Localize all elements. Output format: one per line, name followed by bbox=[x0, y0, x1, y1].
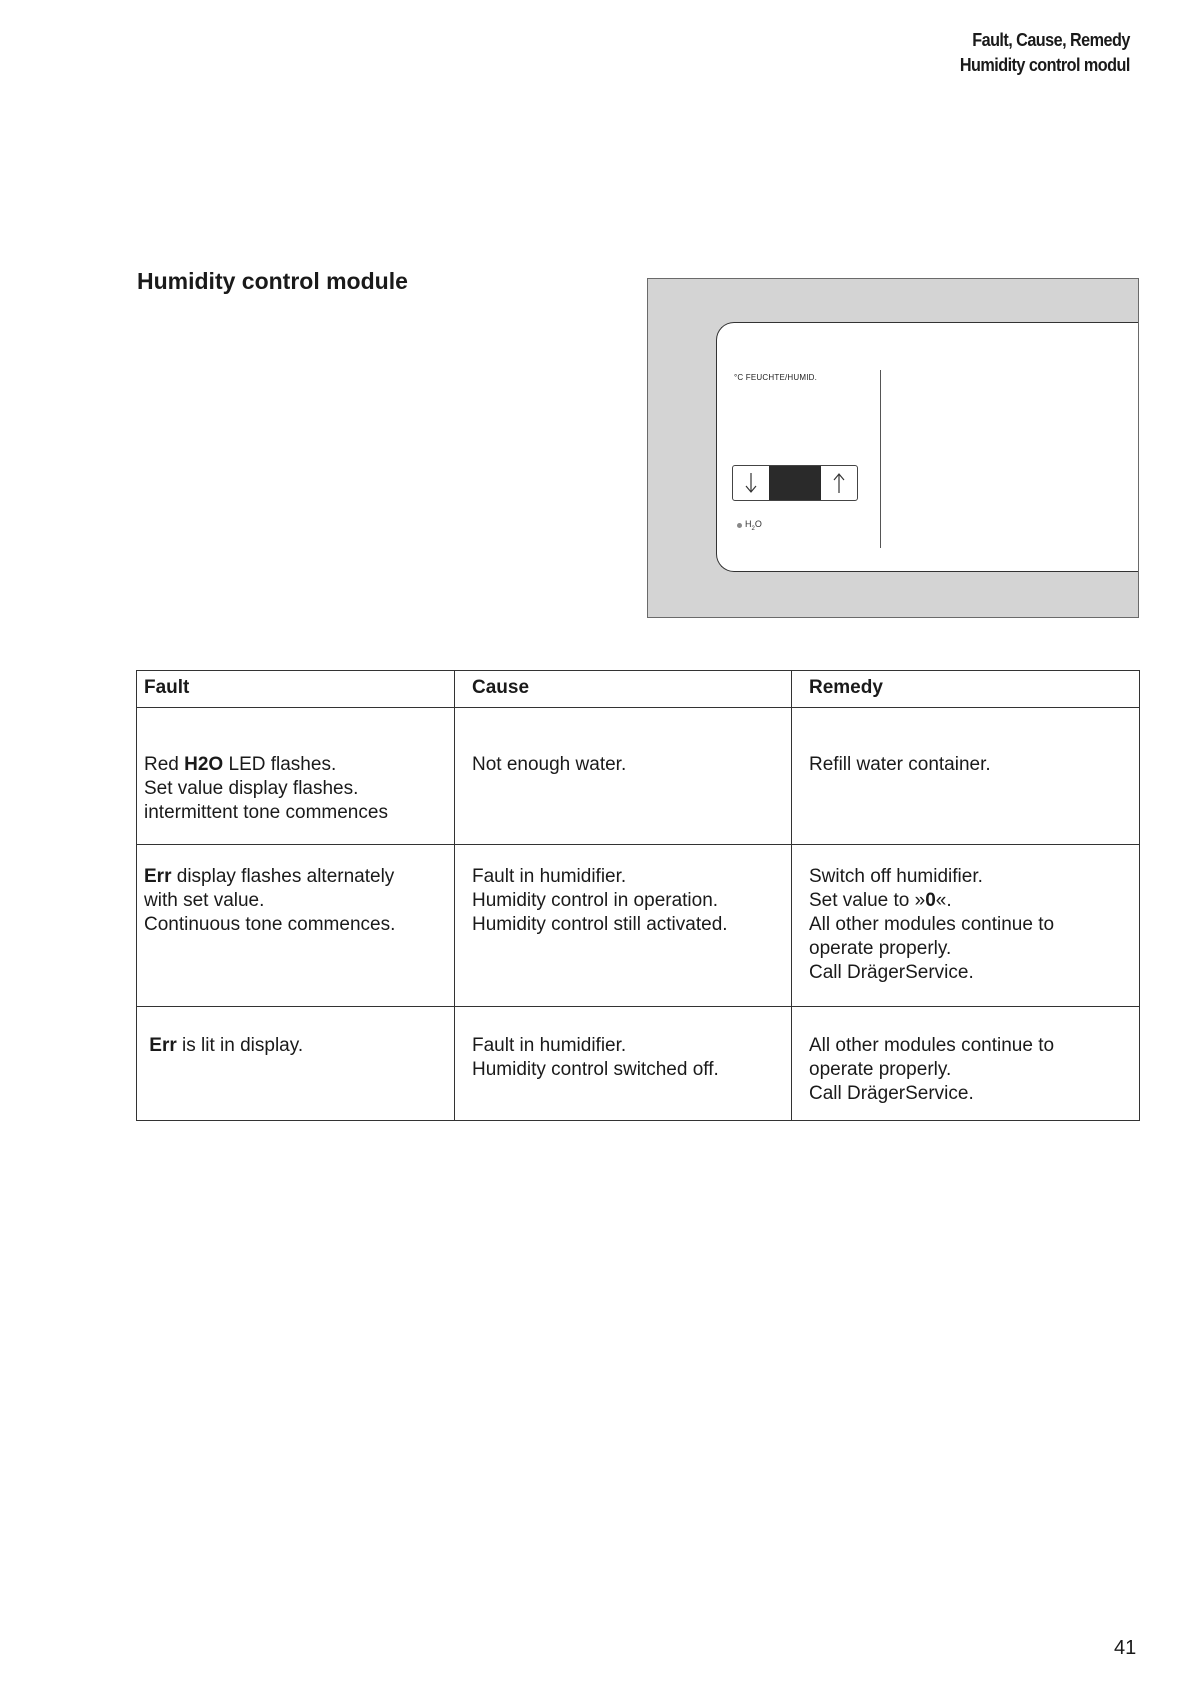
module-illustration bbox=[647, 278, 1139, 618]
fault-cell-line: Set value display flashes. bbox=[144, 778, 359, 799]
running-header-line2: Humidity control modul bbox=[960, 55, 1130, 75]
cause-cell bbox=[455, 845, 792, 1007]
header-cause: Cause bbox=[455, 671, 792, 708]
fault-cell bbox=[137, 1007, 455, 1121]
humidity-module-face bbox=[716, 322, 1139, 572]
remedy-cell-line: Call DrägerService. bbox=[809, 962, 974, 983]
fault-cell-line: Err is lit in display. bbox=[149, 1035, 304, 1056]
remedy-cell-line: Refill water container. bbox=[809, 754, 991, 775]
remedy-cell bbox=[792, 708, 1140, 845]
arrow-up-icon bbox=[832, 471, 846, 495]
module-divider bbox=[880, 370, 881, 548]
fault-cause-remedy-table bbox=[136, 670, 1140, 1121]
fault-cell bbox=[137, 708, 455, 845]
fault-cell bbox=[137, 845, 455, 1007]
page-number: 41 bbox=[1114, 1637, 1137, 1659]
table-row bbox=[137, 708, 1140, 845]
h2o-led-row bbox=[737, 519, 762, 532]
table-row bbox=[137, 845, 1140, 1007]
down-key bbox=[733, 466, 769, 500]
up-key bbox=[821, 466, 857, 500]
cause-cell-line: Humidity control still activated. bbox=[472, 914, 728, 935]
cause-cell-line: Humidity control in operation. bbox=[472, 890, 719, 911]
fault-cell-line: Red H2O LED flashes. bbox=[144, 754, 337, 775]
arrow-down-icon bbox=[744, 471, 758, 495]
running-header-line1: Fault, Cause, Remedy bbox=[972, 30, 1130, 50]
cause-cell-line: Fault in humidifier. bbox=[472, 866, 627, 887]
fault-cell-line: with set value. bbox=[144, 890, 265, 911]
header-remedy: Remedy bbox=[792, 671, 1140, 708]
remedy-cell bbox=[792, 845, 1140, 1007]
table-row bbox=[137, 1007, 1140, 1121]
remedy-cell-line: operate properly. bbox=[809, 1059, 952, 1080]
remedy-cell-line: Set value to »0«. bbox=[809, 890, 952, 911]
cause-cell-line: Not enough water. bbox=[472, 754, 627, 775]
remedy-cell-line: operate properly. bbox=[809, 938, 952, 959]
cause-cell bbox=[455, 1007, 792, 1121]
setpoint-display bbox=[769, 466, 821, 500]
fault-cell-line: intermittent tone commences bbox=[144, 802, 388, 823]
remedy-cell-line: Call DrägerService. bbox=[809, 1083, 974, 1104]
h2o-led-icon bbox=[737, 523, 742, 528]
remedy-cell bbox=[792, 1007, 1140, 1121]
header-fault: Fault bbox=[137, 671, 455, 708]
setpoint-keypad bbox=[732, 465, 858, 501]
fault-cell-line: Err display flashes alternately bbox=[144, 866, 395, 887]
remedy-cell-line: All other modules continue to bbox=[809, 914, 1055, 935]
fault-cell-line: Continuous tone commences. bbox=[144, 914, 396, 935]
cause-cell-line: Humidity control switched off. bbox=[472, 1059, 719, 1080]
section-title: Humidity control module bbox=[137, 268, 408, 294]
cause-cell bbox=[455, 708, 792, 845]
h2o-led-label: $H_2O$ bbox=[745, 519, 762, 532]
remedy-cell-line: Switch off humidifier. bbox=[809, 866, 983, 887]
running-header bbox=[960, 28, 1130, 78]
module-label: °C FEUCHTE/HUMID. bbox=[734, 373, 818, 382]
remedy-cell-line: All other modules continue to bbox=[809, 1035, 1055, 1056]
table-header-row bbox=[137, 671, 1140, 708]
cause-cell-line: Fault in humidifier. bbox=[472, 1035, 627, 1056]
